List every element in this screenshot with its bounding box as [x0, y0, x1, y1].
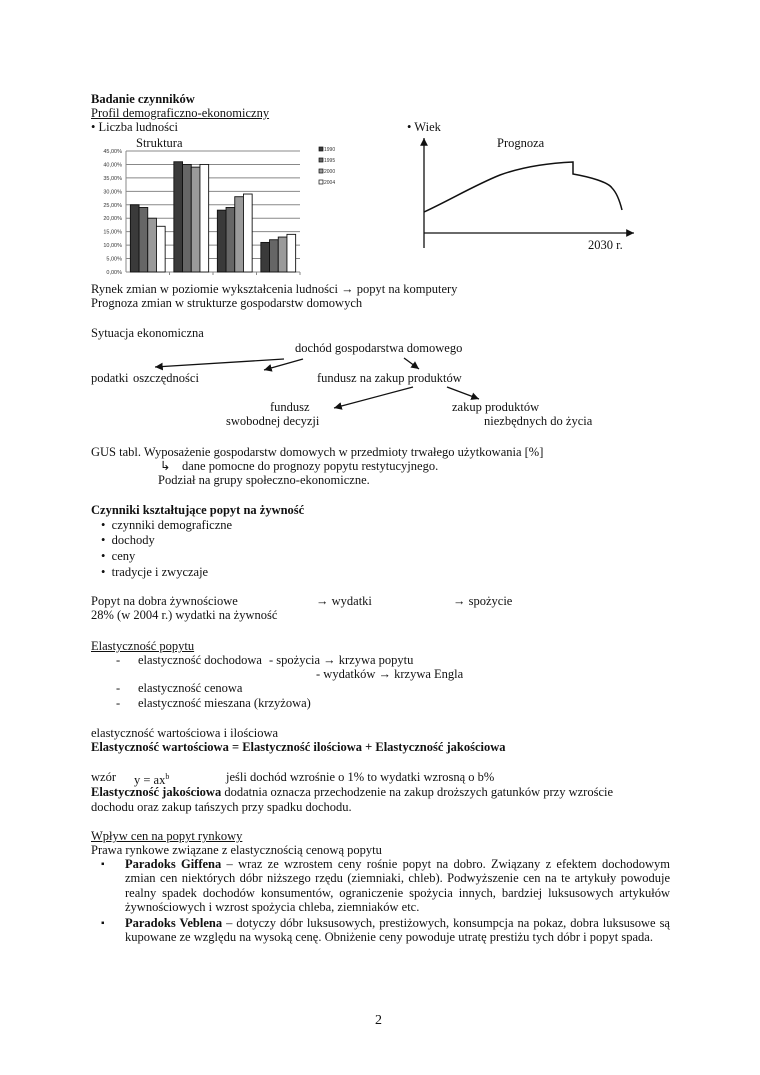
diagram-node-income: dochód gospodarstwa domowego	[295, 341, 463, 355]
food-title: Czynniki kształtujące popyt na żywność	[91, 503, 305, 517]
demand-food: Popyt na dobra żywnościowe	[91, 594, 238, 608]
svg-text:1995: 1995	[324, 158, 336, 164]
subheading: Profil demograficzno-ekonomiczny	[91, 106, 270, 120]
bullet-icon: •	[101, 549, 106, 563]
diagram-node-free-fund-2: swobodnej decyzji	[226, 414, 320, 428]
list-item: elastyczność cenowa	[138, 681, 243, 695]
formula-label: wzór	[91, 770, 116, 784]
list-item: elastyczność mieszana (krzyżowa)	[138, 696, 311, 710]
svg-text:0,00%: 0,00%	[106, 270, 122, 276]
diagram-arrows	[0, 0, 760, 440]
elasticity-sub2: - wydatków → krzywa Engla	[316, 667, 464, 681]
gus-sub1: dane pomocne do prognozy popytu restytucyjnego.	[182, 459, 439, 473]
return-arrow-icon: ↳	[160, 459, 171, 473]
diagram-node-fund-products: fundusz na zakup produktów	[317, 371, 462, 385]
list-item: • czynniki demograficzne	[101, 518, 233, 532]
veblen-paragraph: Paradoks Veblena – dotyczy dóbr luksusowych, prestiżowych, konsumpcja na pokaz, dobra luksusowe są kupowane ze względu na wysoką cenę. Obniżenie ceny powoduje utratę prestiżu tych dóbr i popyt spada.	[125, 916, 670, 945]
svg-text:35,00%: 35,00%	[103, 175, 122, 182]
diagram-node-taxes: podatki	[91, 371, 129, 385]
x-axis-label: 2030 r.	[588, 238, 623, 252]
chart-title: Struktura	[136, 136, 183, 150]
list-item: • dochody	[101, 533, 155, 547]
svg-text:1990: 1990	[324, 147, 336, 153]
diagram-node-savings: oszczędności	[133, 371, 199, 385]
svg-text:25,00%: 25,00%	[103, 202, 122, 209]
diagram-node-necessary-2: niezbędnych do życia	[484, 414, 593, 428]
gus-sub2: Podział na grupy społeczno-ekonomiczne.	[158, 473, 370, 487]
square-bullet-icon: ▪	[101, 859, 105, 870]
gus-line: GUS tabl. Wyposażenie gospodarstw domowych w przedmioty trwałego użytkowania [%]	[91, 445, 544, 459]
prices-subtitle: Prawa rynkowe związane z elastycznością cenową popytu	[91, 843, 382, 857]
bullet-icon: •	[101, 518, 106, 532]
formula-description: jeśli dochód wzrośnie o 1% to wydatki wzrosną o b%	[226, 770, 495, 784]
quality-line: Elastyczność jakościowa dodatnia oznacza przechodzenie na zakup droższych gatunków przy wzroście	[91, 785, 614, 799]
bullet-icon: •	[101, 565, 106, 579]
formula: $y = ax^b$	[134, 772, 170, 788]
text-line: Prognoza zmian w strukturze gospodarstw domowych	[91, 296, 363, 310]
dash-icon: -	[116, 653, 121, 667]
svg-text:15,00%: 15,00%	[103, 229, 122, 236]
economic-title: Sytuacja ekonomiczna	[91, 326, 204, 340]
demand-expenses: → wydatki	[316, 594, 372, 608]
svg-text:2000: 2000	[324, 169, 336, 175]
dash-icon: -	[116, 696, 121, 710]
diagram-node-necessary: zakup produktów	[452, 400, 540, 414]
svg-text:20,00%: 20,00%	[103, 216, 122, 223]
prognosis-title: Prognoza	[497, 136, 545, 150]
section-heading: Badanie czynników	[91, 92, 195, 106]
bullet-age: • Wiek	[407, 120, 441, 134]
elasticity-title: Elastyczność popytu	[91, 639, 195, 653]
text-line: Rynek zmian w poziomie wykształcenia ludności → popyt na komputery	[91, 282, 458, 296]
demand-share: 28% (w 2004 r.) wydatki na żywność	[91, 608, 278, 622]
square-bullet-icon: ▪	[101, 918, 105, 929]
bullet-population: • Liczba ludności	[91, 120, 179, 134]
elasticity-sub1: - spożycia → krzywa popytu	[269, 653, 414, 667]
list-item: • ceny	[101, 549, 136, 563]
svg-text:30,00%: 30,00%	[103, 189, 122, 196]
bullet-icon: •	[101, 533, 106, 547]
list-item: elastyczność dochodowa	[138, 653, 262, 667]
svg-text:40,00%: 40,00%	[103, 162, 122, 169]
prices-title: Wpływ cen na popyt rynkowy	[91, 829, 243, 843]
page-number: 2	[375, 1013, 382, 1028]
demand-consumption: → spożycie	[453, 594, 513, 608]
svg-text:45,00%: 45,00%	[103, 149, 122, 155]
giffen-paragraph: Paradoks Giffena – wraz ze wzrostem ceny rośnie popyt na dobro. Związany z efektem dochodowym zmian cen niektórych dóbr niższego rzędu (ziemniaki, chleb). Podwyższenie cen na te artykuły powoduje realny spadek dochodów konsumentów, ograniczenie spożycia innych, bardziej luksusowych artykułów żywnościowych i wzrost spożycia chleba, ziemniaków etc.	[125, 857, 670, 914]
value-equation: Elastyczność wartościowa = Elastyczność ilościowa + Elastyczność jakościowa	[91, 740, 506, 754]
dash-icon: -	[116, 681, 121, 695]
value-line1: elastyczność wartościowa i ilościowa	[91, 726, 279, 740]
quality-line2: dochodu oraz zakup tańszych przy spadku dochodu.	[91, 800, 352, 814]
svg-text:2004: 2004	[324, 180, 336, 186]
svg-text:5,00%: 5,00%	[106, 256, 122, 263]
list-item: • tradycje i zwyczaje	[101, 565, 209, 579]
bullet-icon: •	[407, 120, 412, 134]
diagram-node-free-fund: fundusz	[270, 400, 310, 414]
svg-text:10,00%: 10,00%	[103, 243, 122, 250]
bullet-icon: •	[91, 120, 96, 134]
